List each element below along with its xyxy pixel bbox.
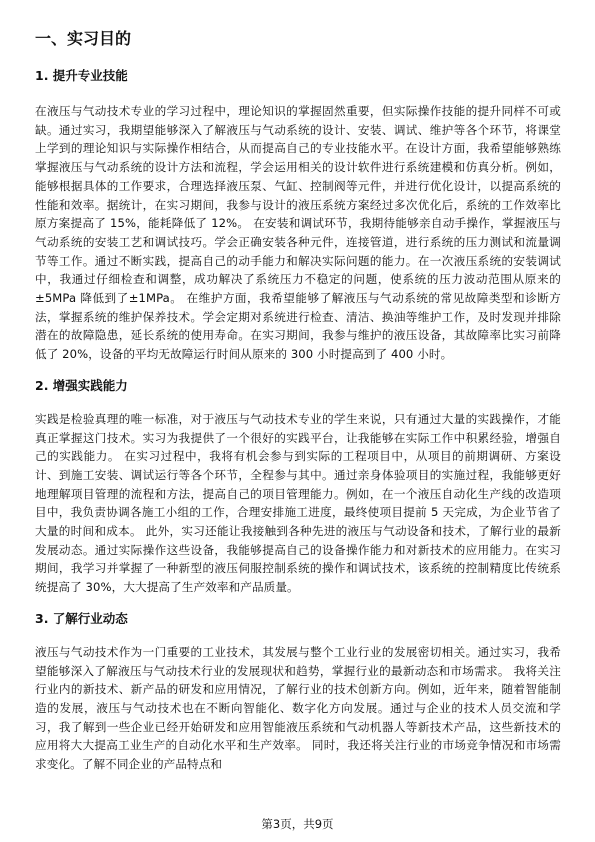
subsection-title: 1. 提升专业技能 [35,68,128,83]
subsection-3 [35,610,561,774]
subsection-paragraph: 实践是检验真理的唯一标准，对于液压与气动技术专业的学生来说，只有通过大量的实践操作，才能真正掌握这门技术。实习为我提供了一个很好的实践平台，让我能够在实际工作中积累经验，增强自己的实践能力。 在实习过程中，我将有机会参与到实际的工程项目中，从项目的前期调研、方案设计、到施工安装、调试运行等各个环节，全程参与其中。通过亲身体验项目的实施过程，我能够更好地理解项目管理的流程和方法，提高自己的项目管理能力。例如，在一个液压自动化生产线的改造项目中，我负责协调各施工小组的工作，合理安排施工进度，最终使项目提前 5 天完成，为企业节省了大量的时间和成本。 此外，实习还能让我接触到各种先进的液压与气动设备和技术，了解行业的最新发展动态。通过实际操作这些设备，我能够提高自己的设备操作能力和对新技术的应用能力。在实习期间，我学习并掌握了一种新型的液压伺服控制系统的操作和调试技术，该系统的控制精度比传统系统提高了 30%，大大提高了生产效率和产品质量。 [35,411,561,595]
subsection-1 [35,67,561,364]
subsection-paragraph: 在液压与气动技术专业的学习过程中，理论知识的掌握固然重要，但实际操作技能的提升同样不可或缺。通过实习，我期望能够深入了解液压与气动系统的设计、安装、调试、维护等各个环节，将课堂上学到的理论知识与实际操作相结合，从而提高自己的专业技能水平。在设计方面，我希望能够熟练掌握液压与气动系统的设计方法和流程，学会运用相关的设计软件进行系统建模和仿真分析。例如，能够根据具体的工作要求，合理选择液压泵、气缸、控制阀等元件，并进行优化设计，以提高系统的性能和效率。据统计，在实习期间，我参与设计的液压系统方案经过多次优化后，系统的工作效率比原方案提高了 15%，能耗降低了 12%。 在安装和调试环节，我期待能够亲自动手操作，掌握液压与气动系统的安装工艺和调试技巧。学会正确安装各种元件，连接管道，进行系统的压力测试和流量调节等工作。通过不断实践，提高自己的动手能力和解决实际问题的能力。在一次液压系统的安装调试中，我通过仔细检查和调整，成功解决了系统压力不稳定的问题，使系统的压力波动范围从原来的 ±5MPa 降低到了±1MPa。 在维护方面，我希望能够了解液压与气动系统的常见故障类型和诊断方法，掌握系统的维护保养技术。学会定期对系统进行检查、清洁、换油等维护工作，及时发现并排除潜在的故障隐患，延长系统的使用寿命。在实习期间，我参与维护的液压设备，其故障率比实习前降低了 20%，设备的平均无故障运行时间从原来的 300 小时提高到了 400 小时。 [35,104,561,362]
subsection-title: 3. 了解行业动态 [35,610,128,626]
subsection-paragraph: 液压与气动技术作为一门重要的工业技术，其发展与整个工业行业的发展密切相关。通过实习，我希望能够深入了解液压与气动技术行业的发展现状和趋势，掌握行业的最新动态和市场需求。 我将关注行业内的新技术、新产品的研发和应用情况，了解行业的技术创新方向。例如，近年来，随着智能制造的发展，液压与气动技术也在不断向智能化、数字化方向发展。通过与企业的技术人员交流和学习，我了解到一些企业已经开始研发和应用智能液压系统和气动机器人等新技术产品，这些新技术的应用将大大提高工业生产的自动化水平和生产效率。 同时，我还将关注行业的市场竞争情况和市场需求变化。了解不同企业的产品特点和 [35,644,561,772]
section-heading: 一、实习目的 [35,29,132,48]
page-number: 第3页，共9页 [261,817,334,831]
subsection-2 [35,377,561,597]
subsection-title: 2. 增强实践能力 [35,377,128,393]
document-page [35,28,561,774]
